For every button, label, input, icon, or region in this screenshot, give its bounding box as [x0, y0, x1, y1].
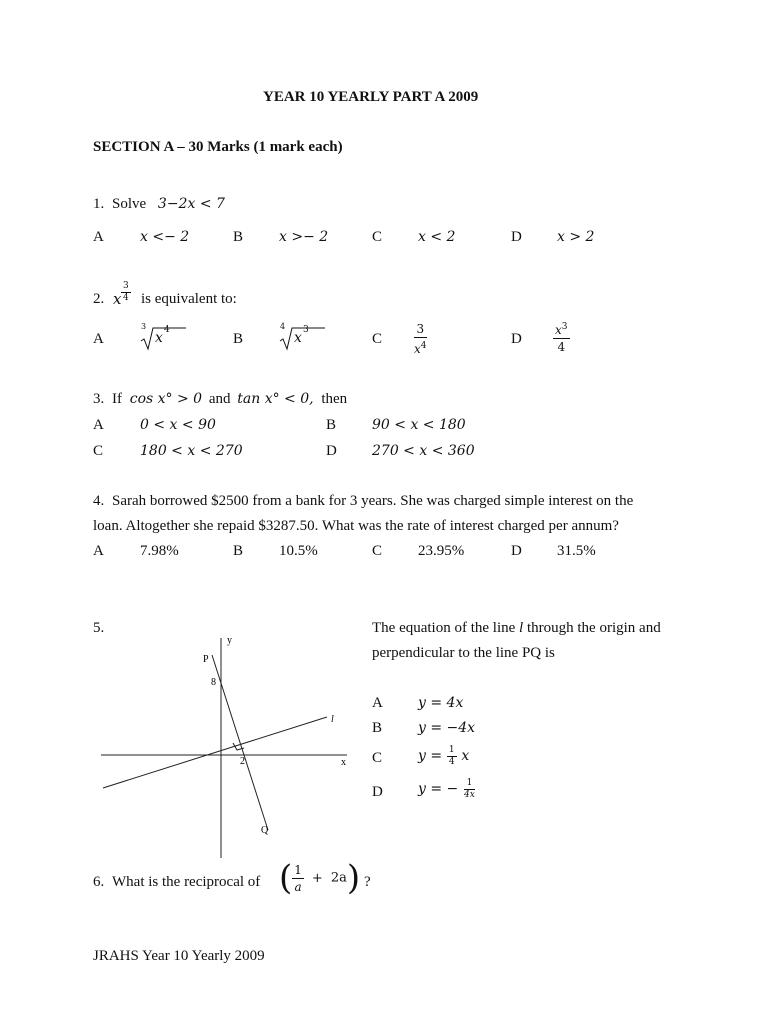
q4-text-line-2: loan. Altogether she repaid $3287.50. What was the rate of interest charged per annum?: [93, 518, 619, 534]
graph-label-q: Q: [261, 825, 269, 836]
q2-option-b-radicand-exp: 3: [303, 325, 309, 335]
q2-option-d-letter: D: [511, 331, 522, 347]
q3-and: and: [208, 391, 231, 407]
q6-expression: [279, 858, 360, 898]
q2-option-d-den: 4: [557, 340, 566, 354]
q1-prompt: Solve: [112, 196, 147, 212]
q5-option-d-letter: D: [372, 784, 383, 800]
q4-option-a-letter: A: [93, 543, 104, 559]
coordinate-graph: [95, 630, 365, 862]
q1-option-b-text: x >− 2: [279, 229, 329, 245]
q3-condition-cos: cos x° > 0: [129, 391, 203, 407]
q4-text-line-1: Sarah borrowed $2500 from a bank for 3 years. She was charged simple interest on the: [112, 493, 634, 509]
q5-option-c-expr: [418, 745, 469, 768]
q5-option-d-den: 4x: [464, 790, 475, 800]
q3-option-b-text: 90 < x < 180: [372, 417, 466, 433]
graph-label-y: y: [227, 635, 232, 646]
q4-option-d-letter: D: [511, 543, 522, 559]
q2-base: x: [113, 290, 122, 308]
q2-number: 2.: [93, 291, 105, 307]
graph-label-eight: 8: [211, 677, 216, 688]
q5-option-c-post: x: [461, 747, 470, 764]
q5-option-a-letter: A: [372, 695, 383, 711]
q1-option-c-letter: C: [372, 229, 383, 245]
q6-term: 2a: [330, 870, 347, 886]
q3-number: 3.: [93, 391, 105, 407]
q2-option-d-fraction: [553, 319, 570, 355]
section-heading: SECTION A – 30 Marks (1 mark each): [93, 139, 343, 155]
q5-option-b-text: y = −4x: [418, 720, 476, 736]
q6-frac-den: a: [294, 879, 302, 894]
q4-option-a-text: 7.98%: [140, 543, 179, 559]
q6-prompt: What is the reciprocal of: [112, 874, 261, 890]
graph-label-p: P: [203, 654, 209, 665]
q5-option-d-expr: [418, 778, 475, 801]
q6-plus: +: [311, 870, 323, 886]
q2-option-c-den-exp: 4: [420, 341, 427, 351]
q5-line-name: l: [519, 620, 524, 636]
q6-number: 6.: [93, 874, 105, 890]
q5-option-c-den: 4: [448, 757, 455, 767]
q5-option-d-num: 1: [464, 778, 475, 790]
q2-option-b-letter: B: [233, 331, 244, 347]
q5-option-c-letter: C: [372, 750, 383, 766]
q3-if: If: [112, 391, 122, 407]
q1-option-d-text: x > 2: [557, 229, 595, 245]
q2-option-c-num: 3: [414, 321, 427, 338]
q2-option-b-radicand: x: [294, 330, 302, 346]
q6-stem: [93, 874, 260, 891]
q6-frac-num: 1: [294, 862, 302, 877]
q2-option-a-radicand: x: [155, 330, 163, 346]
q1-stem: [93, 196, 225, 213]
q1-option-a-text: x <− 2: [140, 229, 190, 245]
q4-stem-line-1: [93, 493, 633, 510]
q3-option-c-text: 180 < x < 270: [140, 443, 243, 459]
q2-option-a-letter: A: [93, 331, 104, 347]
q2-option-a-index: 3: [141, 322, 147, 331]
left-paren-icon: (: [279, 858, 293, 898]
q2-prompt: is equivalent to:: [141, 291, 237, 307]
line-pq: [212, 655, 268, 830]
q1-option-d-letter: D: [511, 229, 522, 245]
q2-option-b-index: 4: [280, 322, 286, 331]
q2-exponent: [121, 281, 131, 304]
q5-text-line-2: perpendicular to the line PQ is: [372, 645, 555, 661]
q5-option-a-text: y = 4x: [418, 695, 464, 711]
q5-number: 5.: [93, 620, 105, 636]
q1-option-a-letter: A: [93, 229, 104, 245]
q3-condition-tan: tan x° < 0,: [237, 391, 314, 407]
q4-option-b-text: 10.5%: [279, 543, 318, 559]
graph-label-l: l: [331, 714, 334, 725]
page-footer: JRAHS Year 10 Yearly 2009: [93, 948, 265, 964]
q5-text-part-a: The equation of the line: [372, 620, 516, 636]
q3-option-a-text: 0 < x < 90: [140, 417, 216, 433]
q2-exp-den: 4: [123, 293, 129, 303]
line-l: [103, 717, 327, 788]
q2-option-a-radicand-exp: 4: [164, 325, 170, 335]
q2-option-c-den: x: [414, 342, 421, 356]
q2-exp-num: 3: [123, 281, 129, 291]
q4-option-d-text: 31.5%: [557, 543, 596, 559]
q3-option-a-letter: A: [93, 417, 104, 433]
q3-stem: [93, 391, 347, 408]
q1-number: 1.: [93, 196, 105, 212]
q5-option-d-pre: y = −: [418, 780, 459, 797]
q2-option-c-fraction: [414, 321, 427, 357]
q5-text-part-b: through the origin and: [526, 620, 661, 636]
q3-option-d-text: 270 < x < 360: [372, 443, 475, 459]
q4-option-c-text: 23.95%: [418, 543, 465, 559]
q3-option-d-letter: D: [326, 443, 337, 459]
q1-option-c-text: x < 2: [418, 229, 456, 245]
q1-option-b-letter: B: [233, 229, 244, 245]
q3-then: then: [321, 391, 348, 407]
q4-number: 4.: [93, 493, 105, 509]
q4-option-c-letter: C: [372, 543, 383, 559]
graph-label-x: x: [341, 757, 346, 768]
q3-option-b-letter: B: [326, 417, 337, 433]
q5-text-line-1: [372, 620, 661, 637]
page-title: YEAR 10 YEARLY PART A 2009: [263, 89, 479, 105]
q1-expression: 3−2x < 7: [157, 196, 225, 212]
q6-question-mark: ?: [364, 874, 371, 890]
q5-option-c-pre: y =: [418, 747, 443, 764]
q2-option-d-num: x: [555, 323, 562, 337]
graph-label-two: 2: [240, 756, 245, 767]
q4-option-b-letter: B: [233, 543, 244, 559]
q2-option-d-num-exp: 3: [561, 322, 568, 332]
right-paren-icon: ): [346, 858, 361, 898]
q3-option-c-letter: C: [93, 443, 104, 459]
q5-option-c-num: 1: [448, 745, 455, 755]
q5-option-b-letter: B: [372, 720, 383, 736]
q2-option-c-letter: C: [372, 331, 383, 347]
